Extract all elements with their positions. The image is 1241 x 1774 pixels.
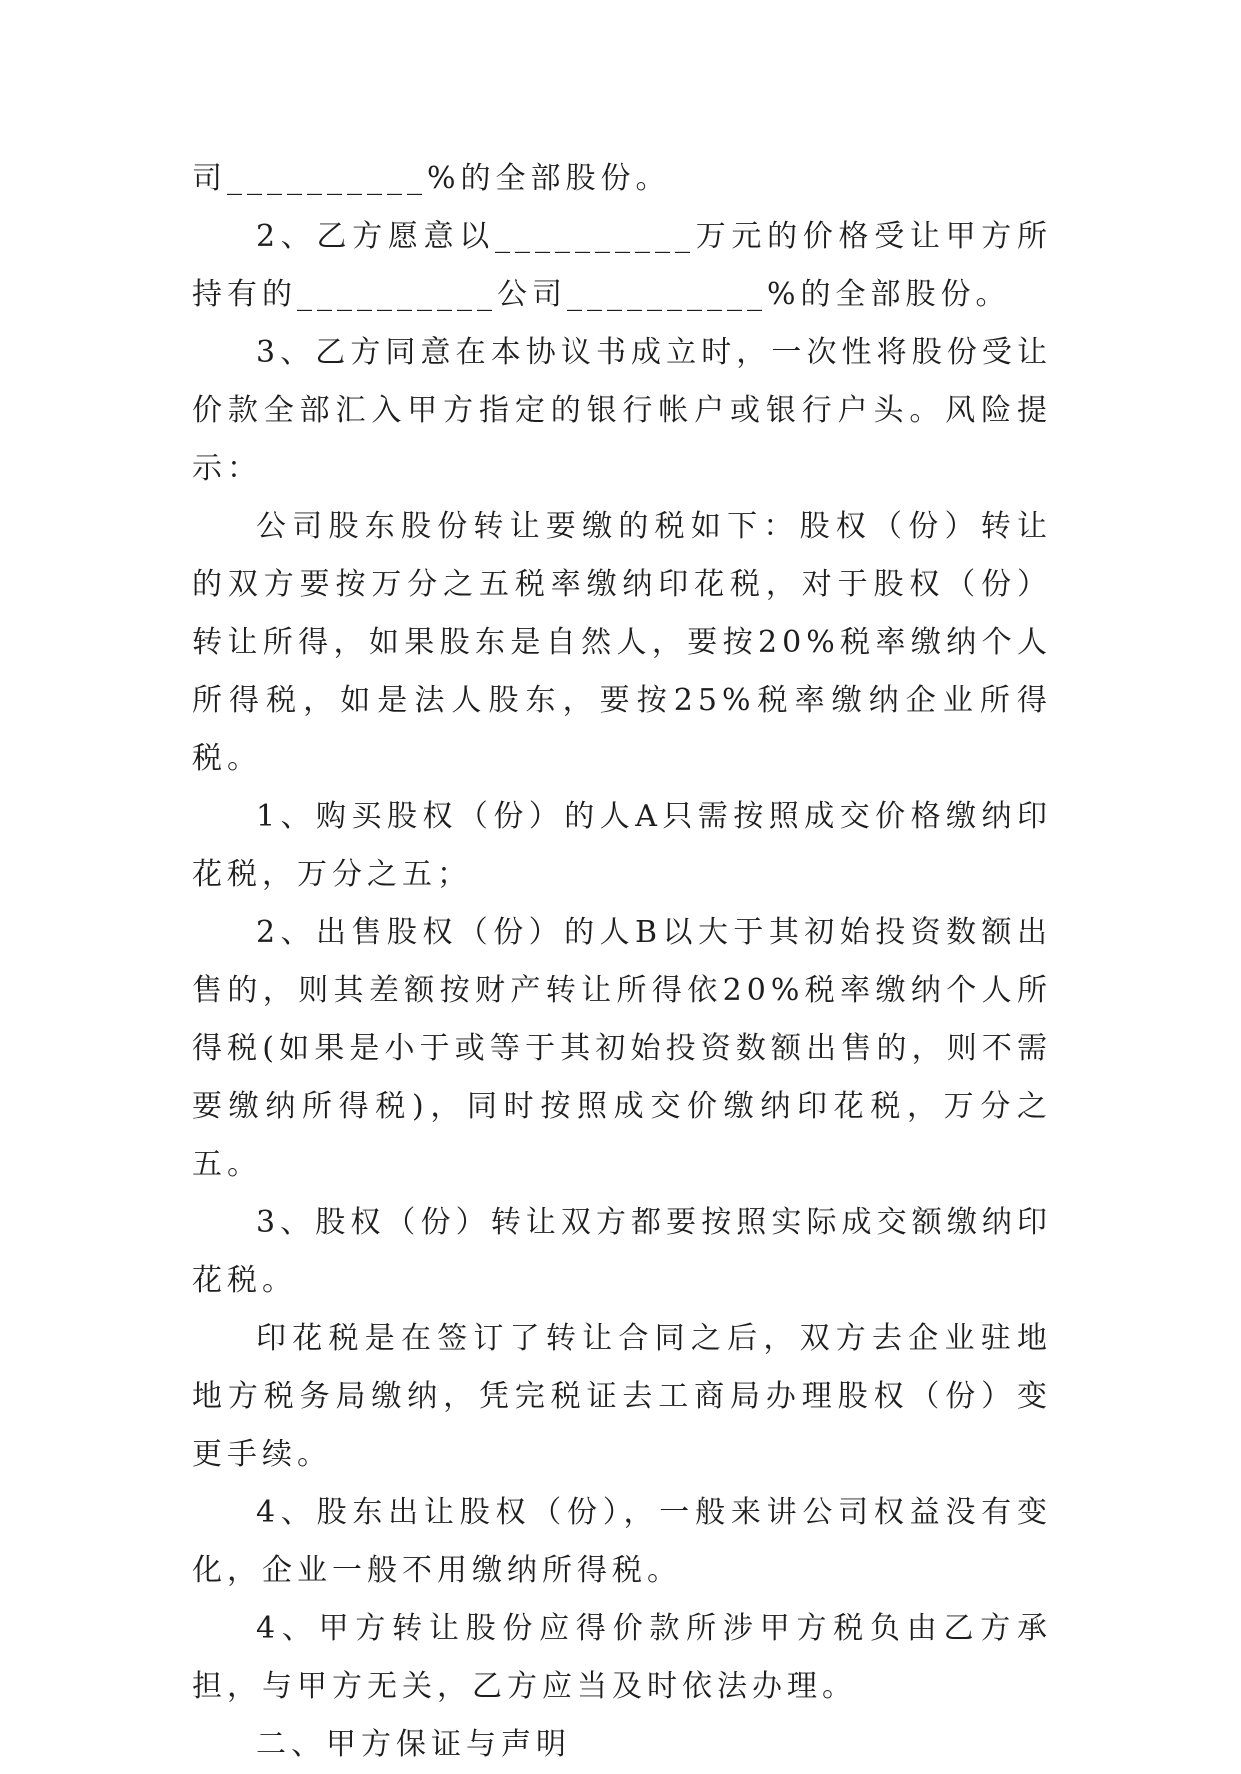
paragraph-tax-item-3: 3、股权（份）转让双方都要按照实际成交额缴纳印花税。	[192, 1205, 1052, 1298]
paragraph-tax-item-1: 1、购买股权（份）的人A只需按照成交价格缴纳印花税，万分之五；	[192, 799, 1052, 892]
paragraph-clause-2-price: 2、乙方愿意以__________万元的价格受让甲方所持有的__________公司__________%的全部股份。	[192, 219, 1052, 312]
paragraph-tax-item-2: 2、出售股权（份）的人B以大于其初始投资数额出售的，则其差额按财产转让所得依20%税率缴纳个人所得税(如果是小于或等于其初始投资数额出售的，则不需要缴纳所得税)，同时按照成交价缴纳印花税，万分之五。	[192, 915, 1052, 1182]
paragraph-stamp-tax-note: 印花税是在签订了转让合同之后，双方去企业驻地地方税务局缴纳，凭完税证去工商局办理股权（份）变更手续。	[192, 1321, 1052, 1472]
paragraph-share-percentage: 司__________%的全部股份。	[192, 161, 671, 196]
paragraph-tax-item-4: 4、股东出让股权（份），一般来讲公司权益没有变化，企业一般不用缴纳所得税。	[192, 1495, 1052, 1588]
document-page	[192, 150, 1052, 1774]
paragraph-tax-overview: 公司股东股份转让要缴的税如下：股权（份）转让的双方要按万分之五税率缴纳印花税，对于股权（份）转让所得，如果股东是自然人，要按20%税率缴纳个人所得税，如是法人股东，要按25%税率缴纳企业所得税。	[192, 509, 1052, 776]
paragraph-clause-4-tax-burden: 4、甲方转让股份应得价款所涉甲方税负由乙方承担，与甲方无关，乙方应当及时依法办理。	[192, 1611, 1052, 1704]
paragraph-clause-3-payment: 3、乙方同意在本协议书成立时，一次性将股份受让价款全部汇入甲方指定的银行帐户或银行户头。风险提示：	[192, 335, 1052, 486]
section-heading-party-a-warranty: 二、甲方保证与声明	[256, 1727, 571, 1762]
